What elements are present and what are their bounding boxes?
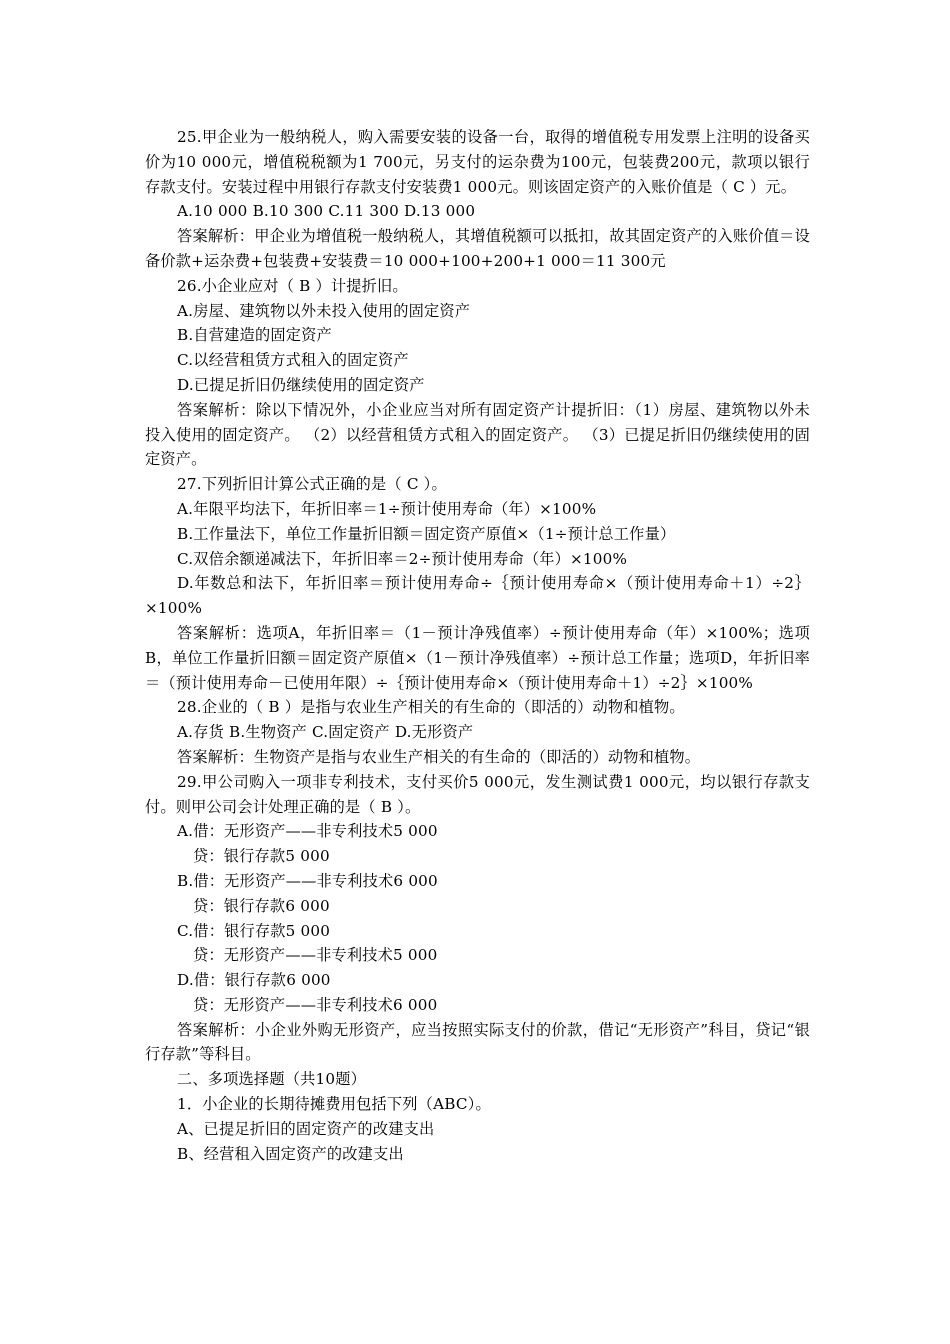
q25-analysis: 答案解析：甲企业为增值税一般纳税人，其增值税额可以抵扣，故其固定资产的入账价值＝设备价款+运杂费+包装费+安装费＝10 000+100+200+1 000＝11 300元 [145,227,810,270]
q28-stem: 28.企业的（ B ）是指与农业生产相关的有生命的（即活的）动物和植物。 [177,698,685,717]
mc-q1-option-a: A、已提足折旧的固定资产的改建支出 [177,1119,435,1138]
q26-stem: 26.小企业应对（ B ）计提折旧。 [177,276,408,295]
q27-option-a: A.年限平均法下，年折旧率＝1÷预计使用寿命（年）×100% [177,499,597,518]
q29-d-debit: D.借：银行存款6 000 [177,971,331,990]
q27-stem: 27.下列折旧计算公式正确的是（ C ）。 [177,475,447,494]
q26-option-d: D.已提足折旧仍继续使用的固定资产 [177,375,425,394]
q29-b-credit: 贷：银行存款6 000 [193,896,330,915]
mc-q1-option-b: B、经营租入固定资产的改建支出 [177,1144,404,1163]
document-page [145,125,810,1166]
q26-option-c: C.以经营租赁方式租入的固定资产 [177,351,409,370]
q29-a-credit: 贷：银行存款5 000 [193,847,330,866]
q26-option-b: B.自营建造的固定资产 [177,326,332,345]
q29-c-credit: 贷：无形资产——非专利技术5 000 [193,946,438,965]
q25-stem: 25.甲企业为一般纳税人，购入需要安装的设备一台，取得的增值税专用发票上注明的设备买价为10 000元，增值税税额为1 700元，另支付的运杂费为100元，包装费200元，款项以银行存款支付。安装过程中用银行存款支付安装费1 000元。则该固定资产的入账价值是（ C ）元。 [145,128,810,196]
q29-analysis: 答案解析：小企业外购无形资产，应当按照实际支付的价款，借记“无形资产”科目，贷记“银行存款”等科目。 [145,1020,810,1064]
q29-b-debit: B.借：无形资产——非专利技术6 000 [177,871,438,890]
q28-analysis: 答案解析：生物资产是指与农业生产相关的有生命的（即活的）动物和植物。 [177,747,701,766]
q28-options: A.存货 B.生物资产 C.固定资产 D.无形资产 [177,723,474,742]
q29-d-credit: 贷：无形资产——非专利技术6 000 [193,995,438,1014]
q27-option-d: D.年数总和法下，年折旧率＝预计使用寿命÷｛预计使用寿命×（预计使用寿命＋1）÷2｝×100% [145,574,810,618]
q29-c-debit: C.借：银行存款5 000 [177,921,331,940]
q27-analysis: 答案解析：选项A，年折旧率＝（1－预计净残值率）÷预计使用寿命（年）×100%；选项B，单位工作量折旧额＝固定资产原值×（1－预计净残值率）÷预计总工作量；选项D，年折旧率＝（预计使用寿命－已使用年限）÷｛预计使用寿命×（预计使用寿命＋1）÷2｝×100% [145,623,810,692]
q29-a-debit: A.借：无形资产——非专利技术5 000 [177,822,438,841]
q26-option-a: A.房屋、建筑物以外未投入使用的固定资产 [177,301,471,320]
mc-q1-stem: 1．小企业的长期待摊费用包括下列（ABC）。 [177,1095,491,1114]
q27-option-c: C.双倍余额递减法下，年折旧率＝2÷预计使用寿命（年）×100% [177,549,628,568]
q25-options: A.10 000 B.10 300 C.11 300 D.13 000 [177,202,476,221]
q27-option-b: B.工作量法下，单位工作量折旧额＝固定资产原值×（1÷预计总工作量） [177,524,676,543]
q29-stem: 29.甲公司购入一项非专利技术，支付买价5 000元，发生测试费1 000元，均以银行存款支付。则甲公司会计处理正确的是（ B ）。 [145,772,810,816]
q26-analysis: 答案解析：除以下情况外，小企业应当对所有固定资产计提折旧：（1）房屋、建筑物以外未投入使用的固定资产。 （2）以经营租赁方式租入的固定资产。 （3）已提足折旧仍继续使用的固定资产。 [145,400,810,469]
section2-heading: 二、多项选择题（共10题） [177,1070,366,1089]
